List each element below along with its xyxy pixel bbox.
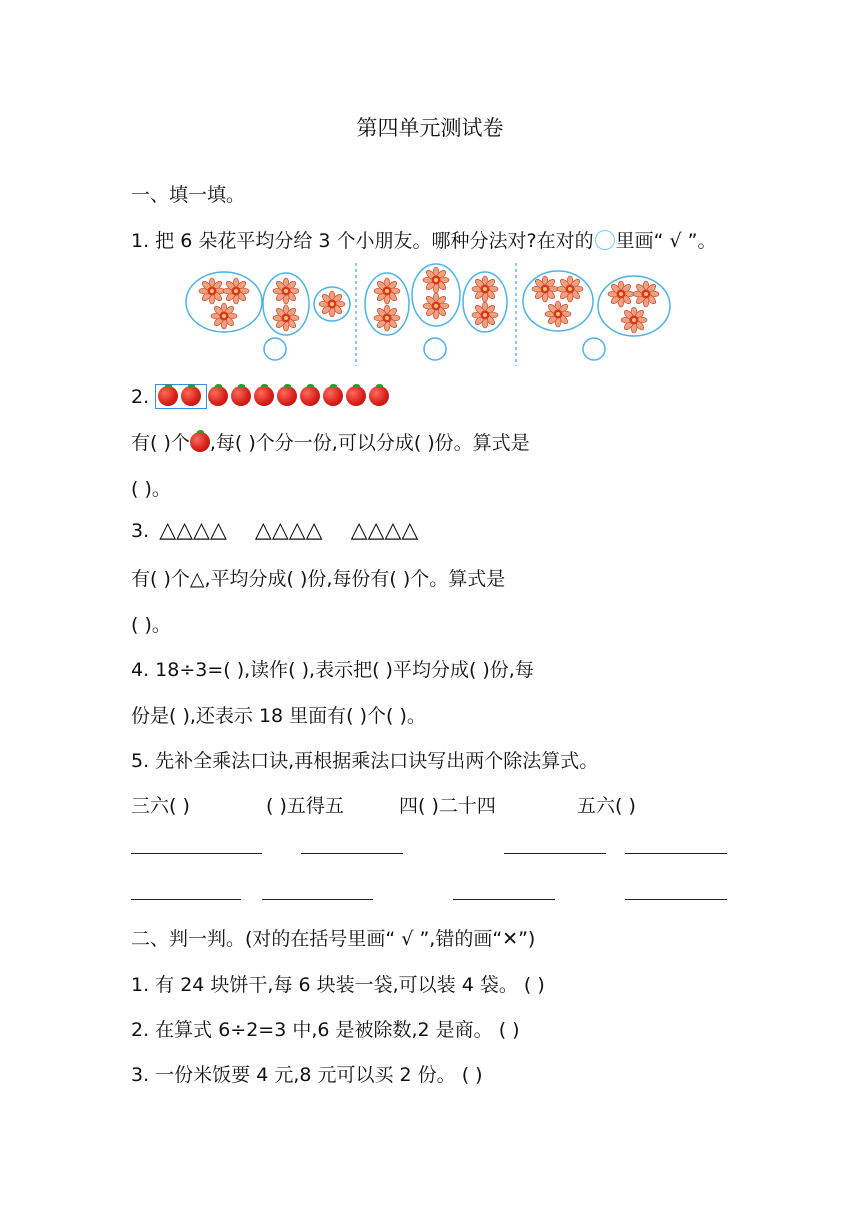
- tomato-icon: [190, 432, 210, 452]
- tomato-icon: [254, 386, 274, 406]
- q5-item-1: 三六( ): [131, 795, 190, 817]
- tomato-icon: [277, 386, 297, 406]
- judge-item-2: 2. 在算式 6÷2=3 中,6 是被除数,2 是商。 ( ): [131, 1019, 520, 1041]
- tomato-icon: [208, 386, 228, 406]
- flower-grouping-figure: [180, 258, 680, 370]
- answer-line[interactable]: [131, 899, 241, 900]
- option-c: [523, 271, 670, 360]
- answer-line[interactable]: [301, 853, 403, 854]
- triangle-group-2: △△△△: [254, 518, 323, 543]
- q4-line2: 份是( ),还表示 18 里面有( )个( )。: [131, 705, 426, 727]
- judge-item-3: 3. 一份米饭要 4 元,8 元可以买 2 份。 ( ): [131, 1064, 483, 1086]
- answer-circle-b-icon[interactable]: [424, 338, 446, 360]
- tomato-icon: [181, 386, 201, 406]
- page-title: 第四单元测试卷: [356, 116, 504, 140]
- section2-heading: 二、判一判。(对的在括号里画“ √ ”,错的画“✕”): [131, 928, 536, 950]
- q1-text-after: 里画“ √ ”。: [615, 230, 717, 252]
- tomato-icon: [323, 386, 343, 406]
- q3-answer: ( )。: [131, 614, 171, 636]
- answer-circle-icon: [595, 230, 615, 250]
- answer-line[interactable]: [625, 899, 727, 900]
- answer-line[interactable]: [131, 853, 262, 854]
- q1-text: [131, 226, 716, 253]
- q4-line1: 4. 18÷3=( ),读作( ),表示把( )平均分成( )份,每: [131, 659, 534, 681]
- tomato-icon: [369, 386, 389, 406]
- answer-line[interactable]: [504, 853, 606, 854]
- answer-line[interactable]: [262, 899, 373, 900]
- q1-text-before: 1. 把 6 朵花平均分给 3 个小朋友。哪种分法对?在对的: [131, 230, 594, 252]
- judge-item-1: 1. 有 24 块饼干,每 6 块装一袋,可以装 4 袋。 ( ): [131, 974, 545, 996]
- answer-line[interactable]: [453, 899, 555, 900]
- section1-heading: 一、填一填。: [131, 184, 246, 206]
- tomato-icon: [300, 386, 320, 406]
- q3-number: 3.: [131, 520, 150, 542]
- q2-fill: [131, 428, 530, 455]
- tomato-icon: [158, 386, 178, 406]
- q5-item-2: ( )五得五: [266, 795, 344, 817]
- q5-item-4: 五六( ): [577, 795, 636, 817]
- q5-text: 5. 先补全乘法口诀,再根据乘法口诀写出两个除法算式。: [131, 750, 599, 772]
- triangle-group-1: △△△△: [159, 518, 227, 543]
- option-b: [365, 264, 507, 360]
- answer-circle-c-icon[interactable]: [583, 338, 605, 360]
- q2-answer: ( )。: [131, 478, 171, 500]
- q2-fill-part1: 有( )个: [131, 432, 190, 454]
- answer-line[interactable]: [625, 853, 727, 854]
- q2-number: 2.: [131, 386, 150, 408]
- q5-item-3: 四( )二十四: [399, 795, 496, 817]
- q2-fill-part2: ,每( )个分一份,可以分成( )份。算式是: [209, 432, 530, 454]
- tomato-icon: [231, 386, 251, 406]
- answer-circle-a-icon[interactable]: [264, 338, 286, 360]
- triangle-group-3: △△△△: [350, 518, 419, 543]
- q3-fill: 有( )个△,平均分成( )份,每份有( )个。算式是: [131, 568, 506, 590]
- boxed-tomato-group: [155, 384, 207, 409]
- q2-row: [131, 384, 392, 409]
- q3-row: [131, 518, 418, 543]
- tomato-row: [155, 386, 392, 408]
- tomato-icon: [346, 386, 366, 406]
- option-a: [186, 272, 350, 360]
